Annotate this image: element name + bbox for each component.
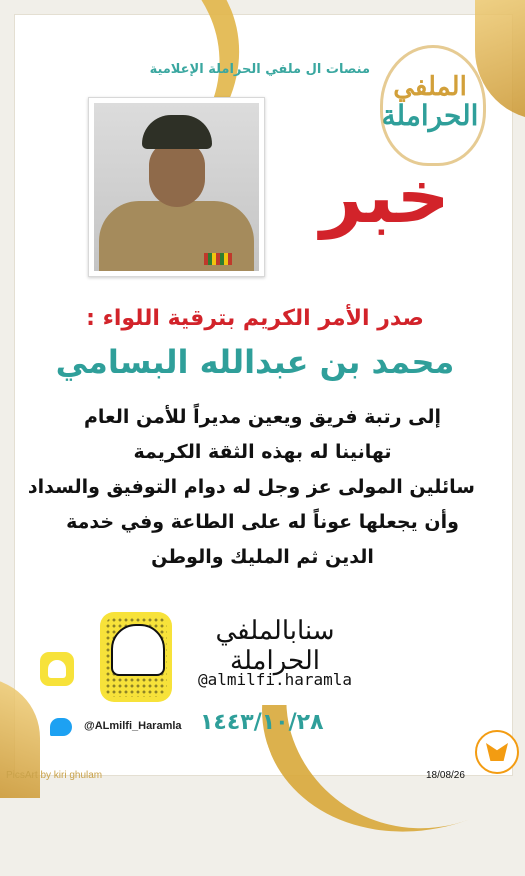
body-line: سائلين المولى عز وجل له دوام التوفيق والسداد: [27, 476, 475, 498]
twitter-icon[interactable]: [50, 718, 72, 736]
snapchat-icon[interactable]: [40, 652, 74, 686]
logo-line2: الحراملة: [381, 99, 479, 133]
face-shape: [149, 141, 205, 207]
logo: [375, 40, 485, 165]
body-line: الدين ثم المليك والوطن: [151, 546, 374, 568]
snapcode-icon[interactable]: [100, 612, 172, 702]
officer-name: محمد بن عبدالله البسامي: [55, 343, 455, 381]
announcement-line: صدر الأمر الكريم بترقية اللواء :: [86, 306, 424, 331]
cap-shape: [142, 115, 212, 149]
hijri-date: ١٤٤٣/١٠/٢٨: [200, 710, 324, 735]
body-line: تهانينا له بهذه الثقة الكريمة: [133, 441, 392, 463]
body-line: إلى رتبة فريق ويعين مديراً للأمن العام: [83, 406, 441, 428]
officer-photo: [88, 97, 265, 277]
body-line: وأن يجعلها عوناً له على الطاعة وفي خدمة: [66, 511, 459, 533]
fox-icon: [475, 730, 519, 774]
logo-ring: [380, 45, 486, 166]
announcement-body: [27, 400, 475, 575]
timestamp: 18/08/26: [426, 770, 465, 781]
medal-ribbons: [204, 253, 232, 265]
headline-news: خبر: [320, 154, 450, 240]
twitter-handle[interactable]: @ALmilfi_Haramla: [84, 720, 182, 732]
logo-line1: الملفي: [393, 71, 467, 102]
header-title: منصات ال ملفي الحراملة الإعلامية: [149, 62, 370, 77]
snapchat-name: سنابالملفي الحراملة: [215, 616, 335, 676]
snapchat-handle[interactable]: @almilfi.haramla: [197, 670, 353, 689]
watermark: PicsArt by kiri ghulam: [6, 770, 103, 781]
snapchat-panel[interactable]: [100, 610, 370, 705]
